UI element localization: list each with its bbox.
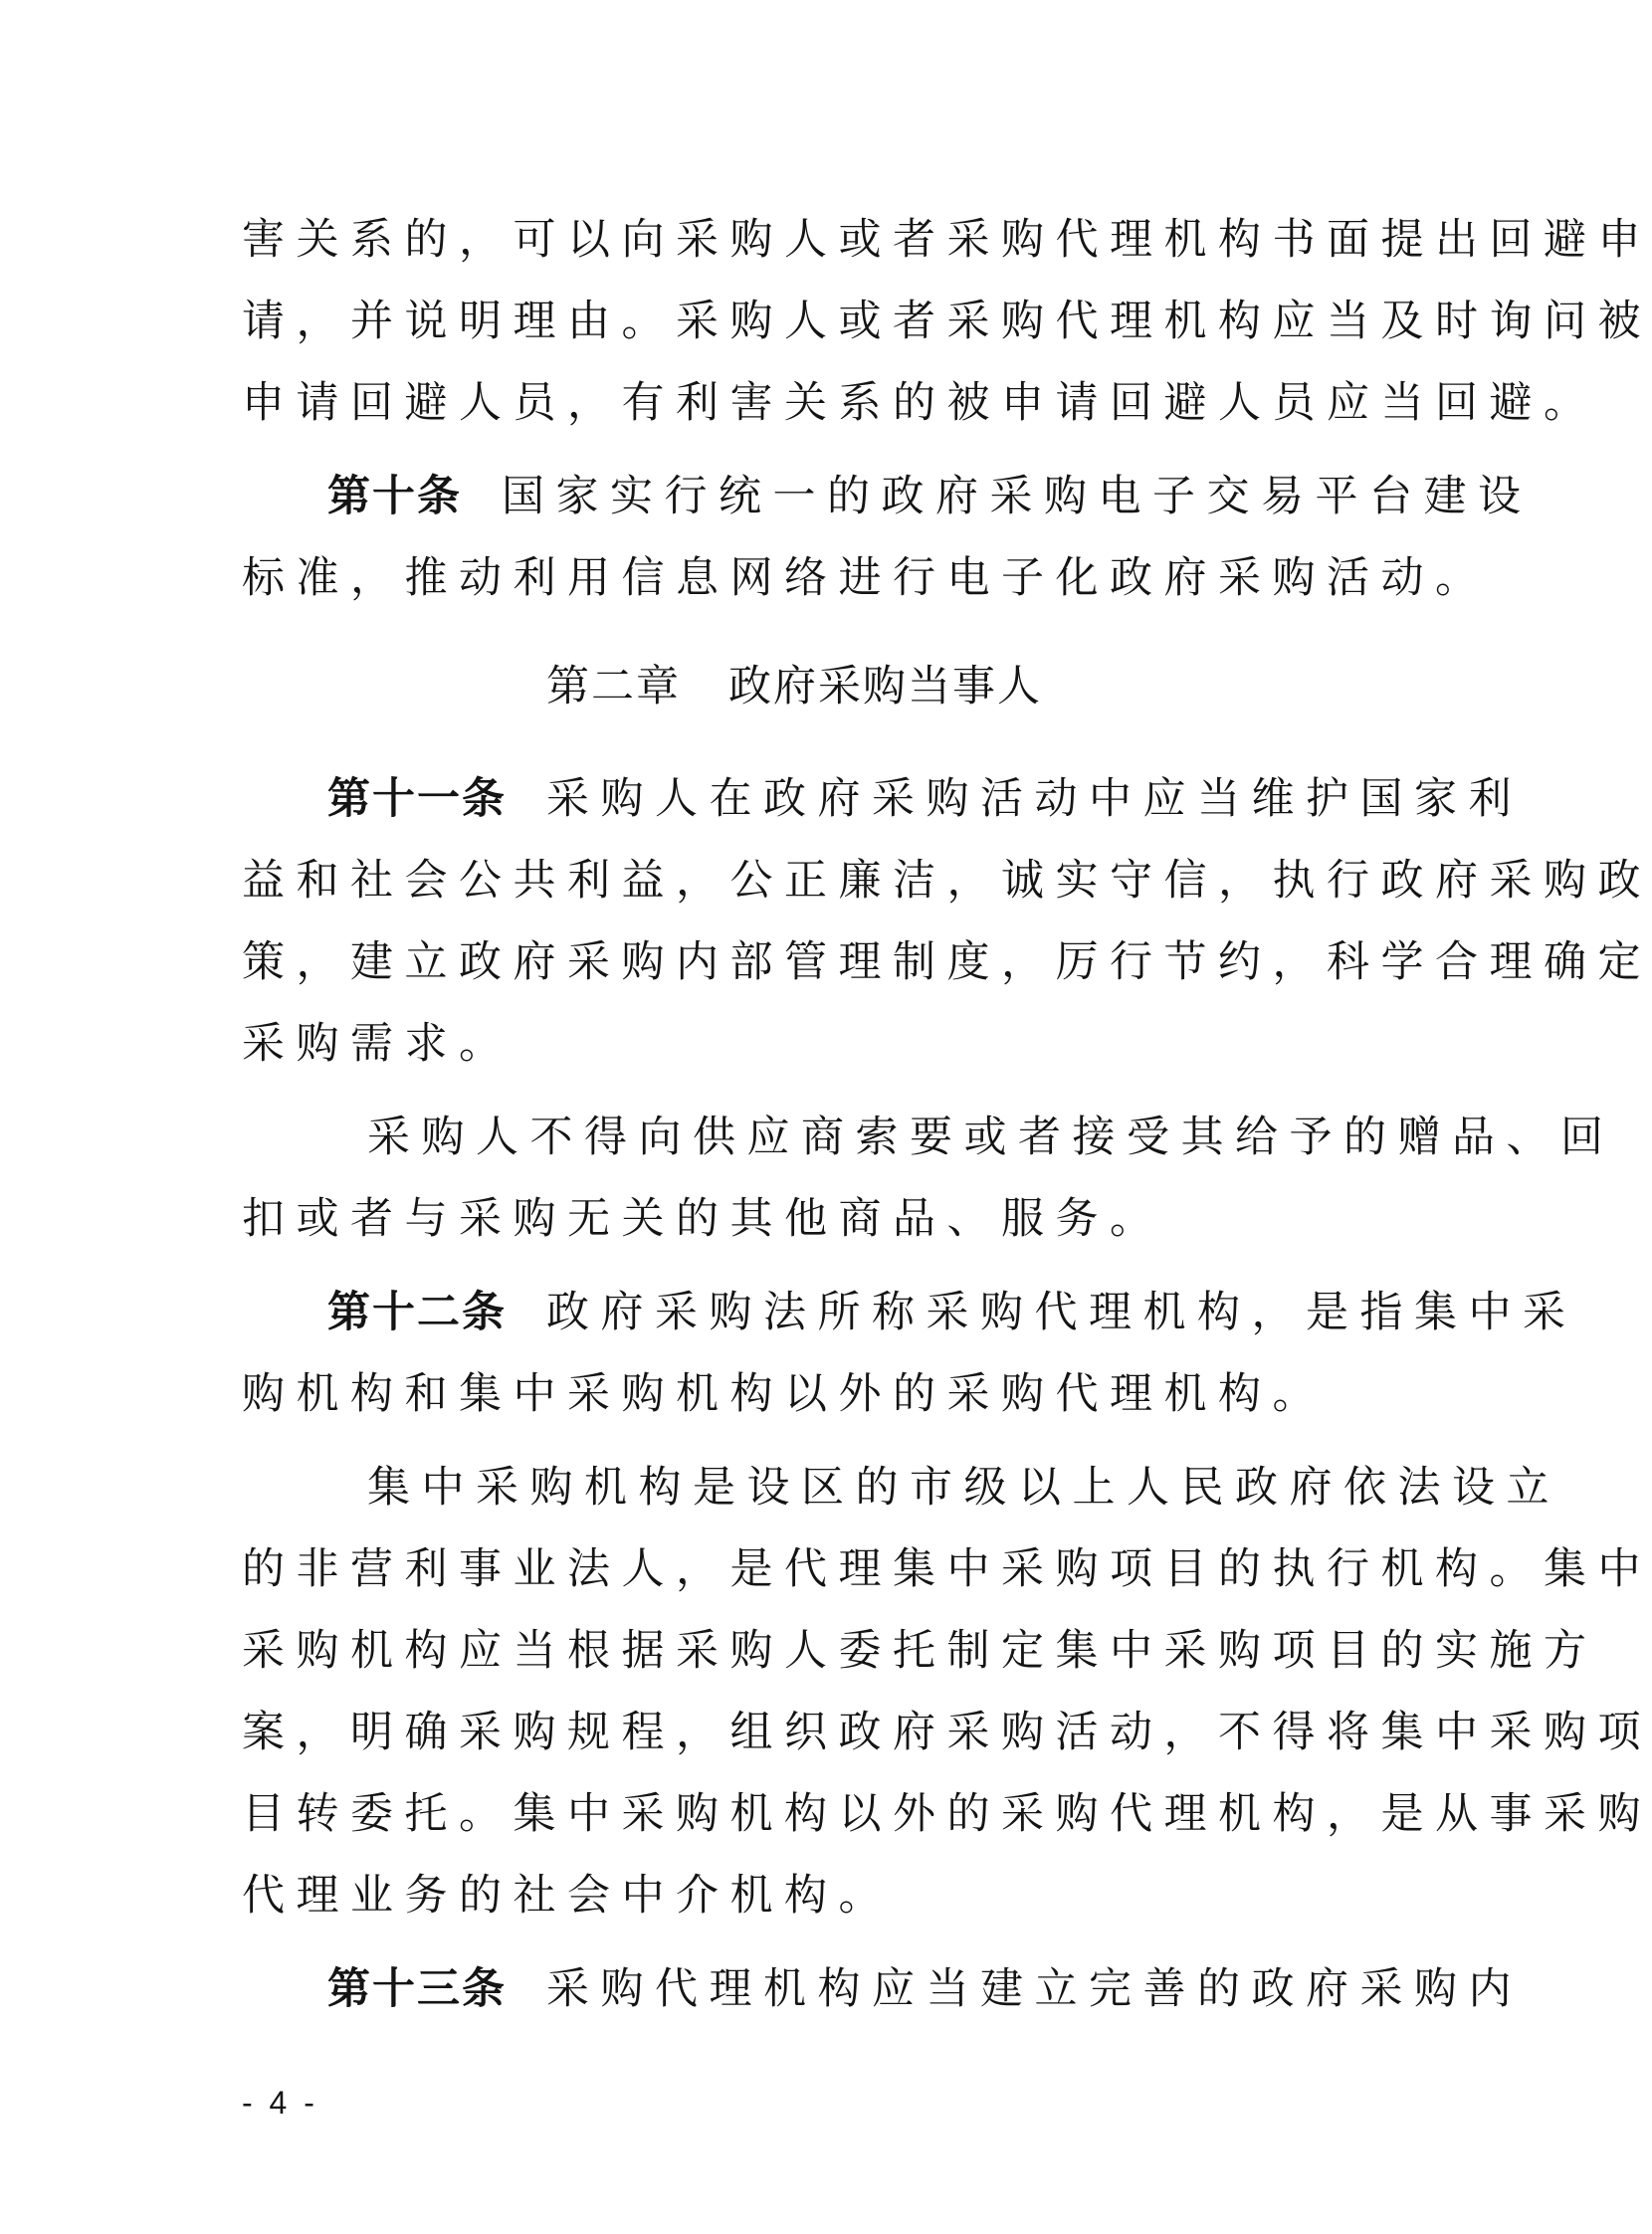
document-body <box>242 199 1652 2030</box>
text-line: 扣或者与采购无关的其他商品、服务。 <box>242 1194 1164 1244</box>
text-line: 案，明确采购规程，组织政府采购活动，不得将集中采购项 <box>242 1708 1652 1757</box>
article-text: 采购代理机构应当建立完善的政府采购内 <box>546 1964 1523 2014</box>
text-line: 害关系的，可以向采购人或者采购代理机构书面提出回避申 <box>242 215 1652 265</box>
text-line: 代理业务的社会中介机构。 <box>242 1871 893 1921</box>
article-13 <box>242 1948 1523 2030</box>
text-line: 采购人不得向供应商索要或者接受其给予的赠品、回 <box>367 1113 1615 1162</box>
text-line: 采购机构应当根据采购人委托制定集中采购项目的实施方 <box>242 1626 1598 1676</box>
article-text: 国家实行统一的政府采购电子交易平台建设 <box>502 472 1533 521</box>
article-text: 政府采购法所称采购代理机构，是指集中采 <box>546 1288 1577 1337</box>
text-line: 目转委托。集中采购机构以外的采购代理机构，是从事采购 <box>242 1789 1652 1839</box>
text-line: 益和社会公共利益，公正廉洁，诚实守信，执行政府采购政 <box>242 856 1652 906</box>
text-line: 采购需求。 <box>242 1019 514 1069</box>
text-line: 标准，推动利用信息网络进行电子化政府采购活动。 <box>242 553 1490 603</box>
chapter-heading <box>242 637 1346 736</box>
text-line: 请，并说明理由。采购人或者采购代理机构应当及时询问被 <box>242 297 1652 346</box>
text-line: 集中采购机构是设区的市级以上人民政府依法设立 <box>367 1463 1560 1513</box>
article-12 <box>242 1272 1577 1353</box>
page-number: - 4 - <box>242 2085 318 2121</box>
chapter-number: 第二章 <box>546 662 681 711</box>
article-text: 采购人在政府采购活动中应当维护国家利 <box>546 774 1523 824</box>
article-label: 第十条 <box>327 472 462 521</box>
article-11 <box>242 758 1523 840</box>
article-label: 第十二条 <box>327 1288 507 1337</box>
chapter-title: 政府采购当事人 <box>728 662 1042 711</box>
text-line: 策，建立政府采购内部管理制度，厉行节约，科学合理确定 <box>242 937 1652 987</box>
text-line: 购机构和集中采购机构以外的采购代理机构。 <box>242 1369 1327 1419</box>
text-line: 申请回避人员，有利害关系的被申请回避人员应当回避。 <box>242 378 1598 428</box>
article-label: 第十一条 <box>327 774 507 824</box>
article-label: 第十三条 <box>327 1964 507 2014</box>
article-10 <box>242 456 1533 537</box>
text-line: 的非营利事业法人，是代理集中采购项目的执行机构。集中 <box>242 1544 1652 1594</box>
